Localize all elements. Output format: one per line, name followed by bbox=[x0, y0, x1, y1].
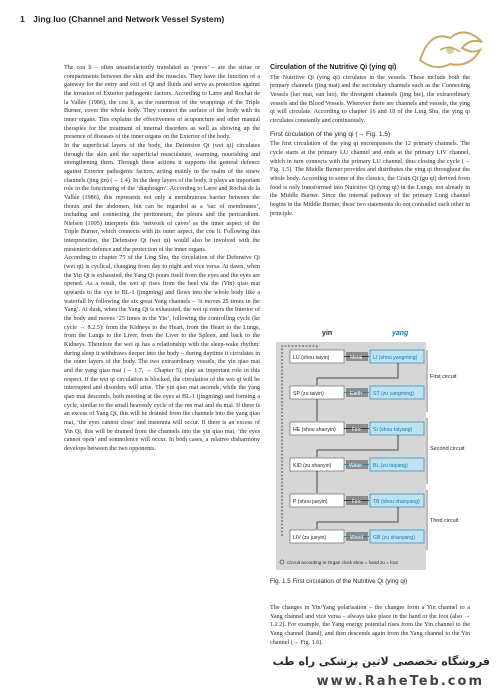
element-metal: Metal bbox=[350, 355, 363, 361]
element-water: Water bbox=[349, 463, 363, 469]
yang-channel-li: LI (shou yangming) bbox=[373, 355, 418, 361]
right-column bbox=[270, 64, 470, 218]
yang-channel-gb: GB (zu shaoyang) bbox=[373, 535, 415, 541]
yin-channel-kid: KID (zu shaoyin) bbox=[293, 463, 332, 469]
yin-channel-sp: SP (zu taiyin) bbox=[293, 391, 324, 397]
page-number: 1 bbox=[20, 14, 25, 24]
element-fire-2: Fire bbox=[352, 499, 361, 505]
yang-header: yang bbox=[392, 330, 409, 337]
paragraph-first-circulation: The first circulation of the ying qi encompasses the 12 primary channels. The cycle starts at the primary LU channel and ends at the primary LIV channel, which in turn connects with the primary LU channel, thus closing the cycle (→ Fig. 1.5). The Middle Burner provides and distributes the ying qi throughout the whole body. According to some of the classics, the Grain Qi (gu qi) derived from food is only transformed into Nutritive Qi (ying qi) in the Lungs, not already in the Middle Burner. Since the internal pathway of the primary Lung channel begins in the Middle Burner, these two statements do not contradict each other in principle. bbox=[270, 141, 470, 217]
figure-number: Fig. 1.5 bbox=[270, 578, 291, 585]
yang-channel-bl: BL (zu taiyang) bbox=[373, 463, 408, 469]
yang-channel-st: ST (zu yangming) bbox=[373, 391, 414, 397]
running-title: Jing luo (Channel and Network Vessel System) bbox=[33, 14, 225, 24]
left-column bbox=[64, 64, 260, 454]
paragraph-defensive-qi: In the superficial layers of the body, the Defensive Qi (wei qi) circulates through the skin and the superficial musculature, warming, nourishing and strengthening them. Through these actions it supports the general defence against Exterior pathogenic factors, acting mainly in the realm of the sinew channels (jing jin) (→ 1.4). In the deep layers of the body, it plays an important role in the functioning of the ‘diaphragm’. According to Larre and Rochat de la Vallée (1986), this represents not only a membranous barrier between the thorax and the abdomen, but can be regarded as a ‘sac of membranes’, including and connecting the peritoneum, the pleura and the pericardium. Nielsen (1995) interprets this ‘network of caves’ as the inner aspect of the Triple Burner, which connects with its outer aspect, the cou li. Following this interpretation, the Defensive Qi (wei qi) would also be involved with the mesenteric defence and the protection of the inner organs. bbox=[64, 142, 260, 253]
figure-caption-text: First circulation of the Nutritive Qi (ying qi) bbox=[292, 578, 408, 585]
yin-channel-liv: LIV (zu jueyin) bbox=[293, 535, 327, 541]
yin-channel-he: HE (shou shaoyin) bbox=[293, 427, 336, 433]
yin-header: yin bbox=[322, 330, 333, 337]
yin-channel-p: P (shou jueyin) bbox=[293, 499, 328, 505]
watermark-persian-text: فروشگاه تخصصی لاتین پزشکی راه طب bbox=[272, 655, 490, 668]
paragraph-polarisation: The changes in Yin/Yang polarisation – the changes from a Yin channel to a Yang channel and vice versa – always take place in the hand or the foot (also → 1.2.2). For example, the Yang energy potential rises from the Yin channel to the Yang channel (hand), and then descends again from the Yang channel to the Yin channel (→ Fig. 1.6). bbox=[270, 605, 470, 646]
paragraph-wei-qi-cycle: According to chapter 75 of the Ling Shu, the circulation of the Defensive Qi (wei qi) is cyclical, changing from day to night and vice versa. At dawn, when the Yin Qi is exhausted, the Yang Qi pours itself from the eyes and the eyes are opened. As a result, the wei qi rises from the heel via the (Yin) qiao mai upwards to the eye to BL-1 (jingming) and flows into the whole body like a waterfall by following the six great Yang channels – ‘it moves 25 times in the Yang’. At dusk, when the Yang Qi is exhausted, the wei qi enters the Interior of the body and moves ‘25 times in the Yin’, following the controlling cycle (ke cycle → 8.2.5): from the Kidneys to the Heart, from the Heart to the Lungs, from the Lungs to the Liver, from the Liver to the Spleen, and back to the Kidneys. Therefore the wei qi has a relationship with the sleep-wake rhythm: during sleep it withdraws deeper into the body – during daytime it circulates in the outer layers of the body. The two extraordinary vessels, the yin qiao mai and the yang qiao mai (→ 1.7, → Chapter 5), play an important role in this respect. If the wei qi circulation is blocked, the circulation of the wei qi will be interrupted and disorders will arise. The yin qiao mai ascends, while the yang qiao mai descends, both meeting at the eyes at BL-1 (jingming) and forming a cycle, similar to the small heavenly cycle of the ren mai and du mai. If there is an excess of Yang Qi, this will be drained from the channels into the yang qiao mai, ‘the eyes cannot close’ and insomnia will occur. If there is an excess of Yin Qi, this will be drained from the channels into the yin qiao mai, ‘the eyes cannot open’ and somnolence will occur. In both cases, a relative disharmony develops between the two opponents. bbox=[64, 255, 260, 452]
element-fire-1: Fire bbox=[352, 427, 361, 433]
subsection-title: First circulation of the ying qi (→ Fig. 1.5) bbox=[270, 130, 391, 138]
circuit-label-second: Second circuit bbox=[430, 446, 465, 452]
paragraph-ying-qi-intro: The Nutritive Qi (ying qi) circulates in the vessels. These include both the primary channels (jing mai) and the secondary channels such as the Connecting Vessels (luo mai, sun luo), the divergent channels (jing bie), the extraordinary vessels and the Blood Vessels. Wherever there are channels and vessels, the ying qi will circulate. According to chapter 16 and 18 of the Ling Shu, the ying qi circulates constantly and continuously. bbox=[270, 74, 470, 124]
figure-caption bbox=[270, 578, 470, 585]
element-earth: Earth bbox=[350, 391, 362, 397]
watermark-url: www.RaheTeb.com bbox=[316, 674, 484, 689]
section-title: Circulation of the Nutritive Qi (ying qi) bbox=[270, 64, 397, 71]
yang-channel-si: SI (shou taiyang) bbox=[373, 427, 413, 433]
circuit-label-third: Third circuit bbox=[430, 518, 459, 524]
paragraph-cou-li: The cou li – often unsatisfactorily translated as ‘pores’ – are the striae or compartments between the skin and the muscles. They have the function of a gateway for the entry and exit of Qi and fluids and serve as protection against the invasion of Exterior pathogenic factors. According to Larre and Rochat de la Vallée (1986), the cou li, as the outermost of the wrappings of the Triple Burner, cover the whole body. They connect the surface of the body with its inner organs. This explains the effectiveness of acupuncture and other manual therapies for the treatment of internal disorders as well as showing up the presence of diseases of the inner organs on the Exterior of the body. bbox=[64, 65, 260, 141]
yin-channel-lu: LU (shou taiyin) bbox=[293, 355, 330, 361]
yang-channel-tb: TB (shou shaoyang) bbox=[373, 499, 420, 505]
element-wood: Wood bbox=[350, 535, 363, 541]
circuit-label-first: First circuit bbox=[430, 374, 457, 380]
ying-qi-circulation-diagram bbox=[270, 322, 470, 578]
diagram-legend: Circuit according to Organ clock shou = hand zu = foot bbox=[287, 560, 398, 565]
